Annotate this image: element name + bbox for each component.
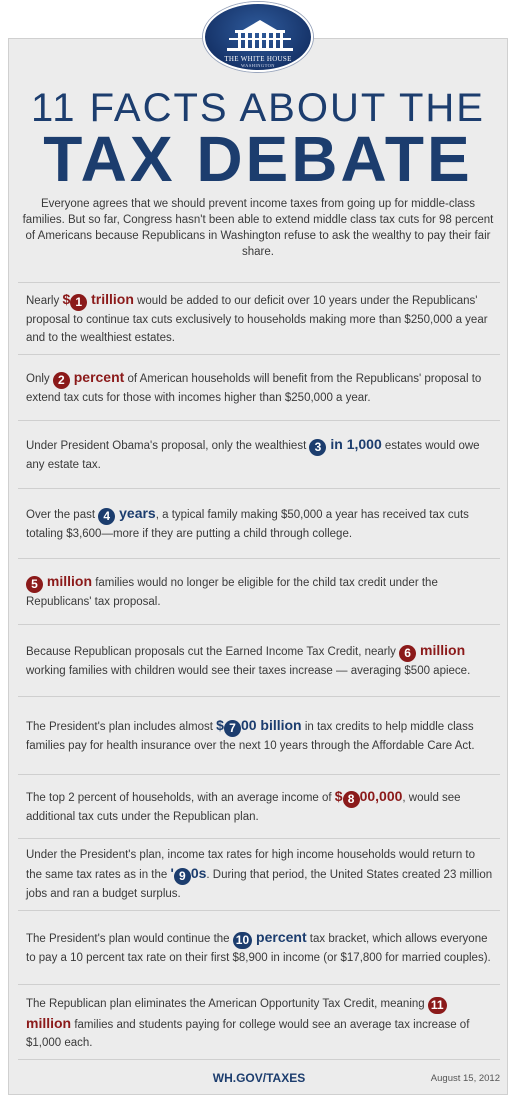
fact-text — [26, 787, 494, 826]
fact-text-before: Because Republican proposals cut the Earned Income Tax Credit, nearly — [26, 646, 400, 658]
fact-highlight: percent — [252, 929, 307, 945]
fact-text-after: would be added to our deficit over 10 years under the Republicans' proposal to continue tax cuts exclusively to households making more than $250,000 a year and to the wealthiest estates. — [26, 295, 488, 344]
footer — [18, 1059, 500, 1095]
fact-text-after: tax bracket, which allows everyone to pay a 10 percent tax rate on their first $8,900 in income (or $17,800 for married couples). — [26, 933, 491, 964]
fact-item-7 — [18, 696, 500, 774]
fact-text — [26, 928, 494, 967]
fact-item-4 — [18, 488, 500, 558]
fact-number-badge: 4 — [98, 508, 115, 525]
fact-highlight: million — [43, 573, 92, 589]
fact-text-before: The Republican plan eliminates the American Opportunity Tax Credit, meaning — [26, 997, 428, 1010]
fact-text-after: working families with children would see their taxes increase — averaging $500 apiece. — [26, 665, 471, 677]
fact-item-5 — [18, 558, 500, 624]
fact-text-before: Nearly — [26, 295, 63, 307]
title-line-2: TAX DEBATE — [43, 123, 473, 195]
fact-number-badge: 10 — [233, 932, 252, 949]
fact-highlight: years — [115, 505, 156, 521]
fact-text — [26, 368, 494, 407]
fact-text — [26, 716, 494, 755]
fact-text — [26, 993, 494, 1052]
fact-text — [26, 504, 494, 543]
fact-text-before: The President's plan includes almost — [26, 721, 217, 733]
fact-number-badge: 5 — [26, 576, 43, 593]
fact-text — [26, 641, 494, 680]
seal-name: THE WHITE HOUSE — [224, 55, 292, 63]
fact-number-badge: 6 — [399, 645, 416, 662]
fact-highlight: percent — [69, 369, 125, 385]
fact-text — [26, 290, 494, 347]
fact-item-9 — [18, 838, 500, 910]
fact-number-badge: 11 — [428, 997, 447, 1014]
white-house-seal-logo — [203, 2, 313, 72]
fact-number-badge: 9 — [174, 868, 191, 885]
fact-text — [26, 846, 494, 903]
fact-number-badge: 2 — [53, 372, 70, 389]
fact-highlight: 00,000 — [359, 788, 403, 804]
fact-item-8 — [18, 774, 500, 838]
fact-text-after: families would no longer be eligible for the child tax credit under the Republicans' tax proposal. — [26, 577, 438, 608]
fact-number-badge: 1 — [70, 294, 87, 311]
fact-text-after: families and students paying for college would see an average tax increase of $1,000 each. — [26, 1018, 470, 1049]
fact-highlight-prefix: $ — [334, 788, 343, 804]
fact-text-before: Only — [26, 373, 53, 385]
fact-text-after: , a typical family making $50,000 a year has received tax cuts totaling $3,600—more if they are putting a child through college. — [26, 509, 469, 540]
fact-item-11 — [18, 984, 500, 1059]
fact-text-after: , would see additional tax cuts under the Republican plan. — [26, 792, 461, 823]
footer-date: August 15, 2012 — [430, 1073, 500, 1084]
fact-number-badge: 3 — [309, 439, 326, 456]
fact-text-before: The top 2 percent of households, with an average income of — [26, 792, 335, 804]
fact-highlight: 00 billion — [240, 717, 302, 733]
fact-highlight-prefix: ' — [170, 865, 174, 881]
title-line-1: 11 FACTS ABOUT THE — [31, 86, 485, 130]
fact-highlight-prefix: $ — [216, 717, 224, 733]
fact-text-after: estates would owe any estate tax. — [26, 440, 480, 471]
fact-text-before: Under the President's plan, income tax rates for high income households would return to the same tax rates as in the — [26, 849, 476, 881]
fact-highlight: in 1,000 — [326, 436, 382, 452]
fact-number-badge: 7 — [224, 720, 241, 737]
fact-item-3 — [18, 420, 500, 488]
fact-number-badge: 8 — [343, 791, 360, 808]
footer-url-link[interactable]: WH.GOV/TAXES — [212, 1071, 306, 1085]
fact-item-6 — [18, 624, 500, 696]
fact-text-before: Under President Obama's proposal, only the wealthiest — [26, 440, 310, 452]
fact-text-before: Over the past — [26, 509, 99, 521]
fact-item-2 — [18, 354, 500, 420]
fact-text — [26, 572, 494, 611]
fact-highlight: million — [26, 1014, 72, 1031]
fact-text-after: of American households will benefit from the Republicans' proposal to extend tax cuts for those with incomes higher than $250,000 a year. — [26, 373, 482, 404]
fact-text-after: . During that period, the United States created 23 million jobs and ran a budget surplus. — [26, 869, 493, 900]
fact-highlight-prefix: $ — [62, 291, 71, 307]
fact-item-1 — [18, 282, 500, 354]
fact-item-10 — [18, 910, 500, 984]
fact-text-after: in tax credits to help middle class families pay for health insurance over the next 10 years through the Affordable Care Act. — [26, 721, 475, 752]
fact-text-before: The President's plan would continue the — [26, 933, 233, 945]
intro-paragraph: Everyone agrees that we should prevent income taxes from going up for middle-class families. But so far, Congress hasn't been able to extend middle class tax cuts for 98 percent of Americans because Republicans in Washington refuse to ask the wealthy to pay their fair share. — [22, 198, 494, 258]
fact-text — [26, 435, 494, 474]
fact-highlight: 0s — [190, 865, 207, 881]
seal-place: WASHINGTON — [241, 63, 275, 68]
fact-highlight: trillion — [87, 291, 134, 307]
fact-highlight: million — [416, 642, 466, 658]
